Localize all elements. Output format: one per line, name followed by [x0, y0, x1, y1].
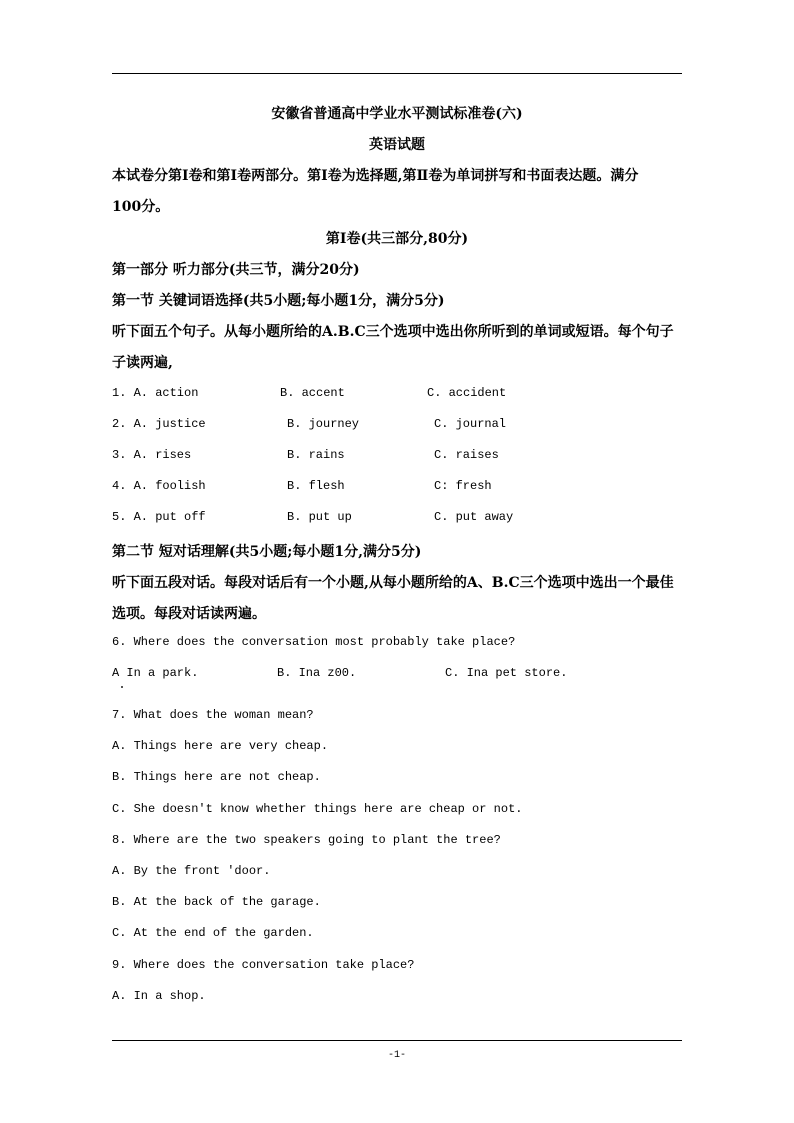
item-4-option-b: B. flesh — [287, 479, 345, 493]
item-1-option-c: C. accident — [427, 386, 507, 400]
question-8-option-b: B. At the back of the garage. — [112, 895, 321, 909]
item-4-option-a: 4. A. foolish — [112, 479, 206, 493]
section1-heading: 第一节 关键词语选择(共5小题;每小题1分，满分5分) — [112, 293, 445, 309]
question-6-option-c: C. Ina pet store. — [445, 666, 568, 680]
document-subtitle: 英语试题 — [369, 137, 425, 153]
item-1-option-a: 1. A. action — [112, 386, 199, 400]
bottom-rule — [112, 1040, 682, 1041]
intro-line-1: 本试卷分第Ⅰ卷和第Ⅰ卷两部分。第Ⅰ卷为选择题,第Ⅱ卷为单词拼写和书面表达题。满分 — [112, 168, 639, 184]
item-4-option-c: C: fresh — [434, 479, 492, 493]
section1-instructions-1: 听下面五个句子。从每小题所给的A.B.C三个选项中选出你所听到的单词或短语。每个句子 — [112, 324, 674, 340]
question-7: 7. What does the woman mean? — [112, 708, 314, 722]
item-5-option-c: C. put away — [434, 510, 514, 524]
section2-heading: 第二节 短对话理解(共5小题;每小题1分,满分5分) — [112, 544, 422, 560]
question-8-option-c: C. At the end of the garden. — [112, 926, 314, 940]
top-rule — [112, 73, 682, 74]
question-9: 9. Where does the conversation take place? — [112, 958, 415, 972]
section1-instructions-2: 子读两遍, — [112, 355, 173, 371]
item-1-option-b: B. accent — [280, 386, 345, 400]
part-heading: 第一部分 听力部分(共三节，满分20分) — [112, 262, 360, 278]
stray-mark — [121, 686, 123, 688]
question-6-option-b: B. Ina z00. — [277, 666, 357, 680]
item-2-option-a: 2. A. justice — [112, 417, 206, 431]
document-title: 安徽省普通高中学业水平测试标准卷(六) — [271, 106, 523, 122]
intro-line-2: 100分。 — [112, 199, 170, 215]
question-8-option-a: A. By the front 'door. — [112, 864, 271, 878]
page-number: -1- — [387, 1050, 406, 1061]
item-3-option-c: C. raises — [434, 448, 499, 462]
item-3-option-a: 3. A. rises — [112, 448, 192, 462]
section2-instructions-1: 听下面五段对话。每段对话后有一个小题,从每小题所给的A、B.C三个选项中选出一个最佳 — [112, 575, 674, 591]
item-2-option-c: C. journal — [434, 417, 507, 431]
item-2-option-b: B. journey — [287, 417, 360, 431]
question-9-option-a: A. In a shop. — [112, 989, 206, 1003]
question-7-option-a: A. Things here are very cheap. — [112, 739, 329, 753]
question-6: 6. Where does the conversation most probably take place? — [112, 635, 516, 649]
section-title: 第Ⅰ卷(共三部分,80分) — [325, 231, 469, 247]
question-8: 8. Where are the two speakers going to plant the tree? — [112, 833, 501, 847]
question-6-option-a: A In a park. — [112, 666, 199, 680]
question-7-option-b: B. Things here are not cheap. — [112, 770, 321, 784]
question-7-option-c: C. She doesn't know whether things here are cheap or not. — [112, 802, 523, 816]
item-3-option-b: B. rains — [287, 448, 345, 462]
section2-instructions-2: 选项。每段对话读两遍。 — [112, 606, 266, 622]
item-5-option-b: B. put up — [287, 510, 352, 524]
item-5-option-a: 5. A. put off — [112, 510, 206, 524]
